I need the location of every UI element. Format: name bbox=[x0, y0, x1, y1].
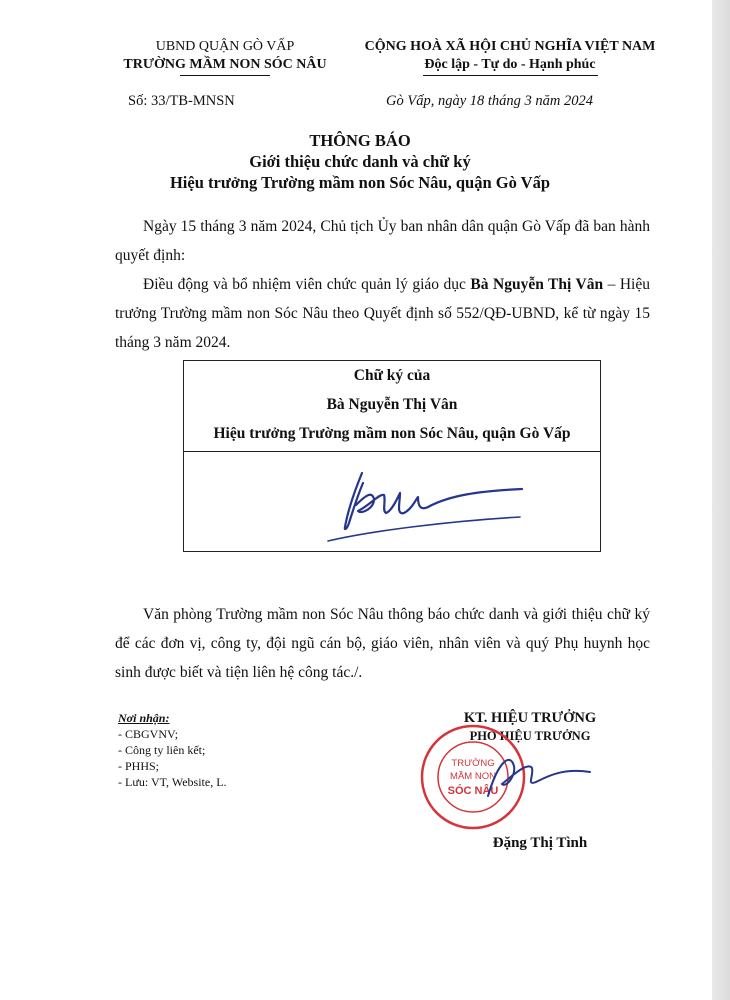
paragraph-3: Văn phòng Trường mầm non Sóc Nâu thông báo chức danh và giới thiệu chữ ký để các đơn vị, công ty, đội ngũ cán bộ, giáo viên, nhân viên và quý Phụ huynh học sinh được biết và tiện liên hệ công tác./. bbox=[115, 606, 650, 681]
appointee-name: Bà Nguyễn Thị Vân bbox=[470, 276, 604, 293]
recipients-block bbox=[118, 710, 227, 790]
national-title: CỘNG HOÀ XÃ HỘI CHỦ NGHĨA VIỆT NAM bbox=[364, 39, 656, 54]
issuer-underline bbox=[180, 75, 270, 76]
paragraph-1: Ngày 15 tháng 3 năm 2024, Chủ tịch Ủy ban nhân dân quận Gò Vấp đã ban hành quyết định: bbox=[115, 218, 650, 264]
title-sub1: Giới thiệu chức danh và chữ ký bbox=[249, 152, 471, 171]
stamp-text-2: MẦM NON bbox=[450, 771, 496, 782]
signer-name: Đặng Thị Tình bbox=[492, 835, 588, 851]
paragraph-2 bbox=[115, 270, 650, 357]
issuer-block bbox=[95, 38, 355, 76]
stamp-text-1: TRƯỜNG bbox=[451, 758, 495, 769]
paragraph-2-text: Điều động và bổ nhiệm viên chức quản lý giáo dục bbox=[143, 276, 471, 293]
signature-box-line2: Bà Nguyễn Thị Vân bbox=[326, 396, 458, 413]
recipients-label: Nơi nhận: bbox=[118, 711, 170, 725]
place-date: Gò Vấp, ngày 18 tháng 3 năm 2024 bbox=[386, 93, 594, 109]
title-block bbox=[60, 130, 660, 193]
signature-box-line1: Chữ ký của bbox=[353, 367, 431, 384]
signature-box-header bbox=[184, 361, 600, 452]
page-edge bbox=[712, 0, 730, 1000]
recipient-item: - PHHS; bbox=[118, 759, 160, 773]
issuer-district: UBND QUẬN GÒ VẤP bbox=[155, 39, 295, 54]
motto: Độc lập - Tự do - Hạnh phúc bbox=[424, 57, 596, 72]
national-motto-block bbox=[350, 38, 670, 76]
paragraph-2-tail: – Hiệu trưởng Trường mầm non Sóc Nâu theo Quyết định số 552/QĐ-UBND, kể từ ngày 15 tháng 3 năm 2024. bbox=[115, 276, 650, 351]
title-main: THÔNG BÁO bbox=[309, 131, 411, 150]
signer-title-2: PHÓ HIỆU TRƯỞNG bbox=[469, 729, 591, 743]
issuer-school-name: TRƯỜNG MẦM NON SÓC NÂU bbox=[123, 57, 327, 72]
motto-underline bbox=[423, 75, 598, 76]
signature-sample-image bbox=[300, 455, 530, 550]
recipient-item: - Lưu: VT, Website, L. bbox=[118, 775, 227, 789]
signer-title-1: KT. HIỆU TRƯỞNG bbox=[463, 710, 597, 726]
stamp-text-3: SÓC NÂU bbox=[447, 785, 499, 797]
recipient-item: - CBGVNV; bbox=[118, 727, 179, 741]
document-number: Số: 33/TB-MNSN bbox=[128, 93, 235, 109]
signature-box-line3: Hiệu trưởng Trường mầm non Sóc Nâu, quận Gò Vấp bbox=[213, 425, 571, 442]
issuer-school bbox=[95, 56, 355, 74]
recipient-item: - Công ty liên kết; bbox=[118, 743, 206, 757]
title-sub2: Hiệu trưởng Trường mầm non Sóc Nâu, quận Gò Vấp bbox=[169, 173, 551, 192]
school-stamp bbox=[418, 722, 598, 832]
